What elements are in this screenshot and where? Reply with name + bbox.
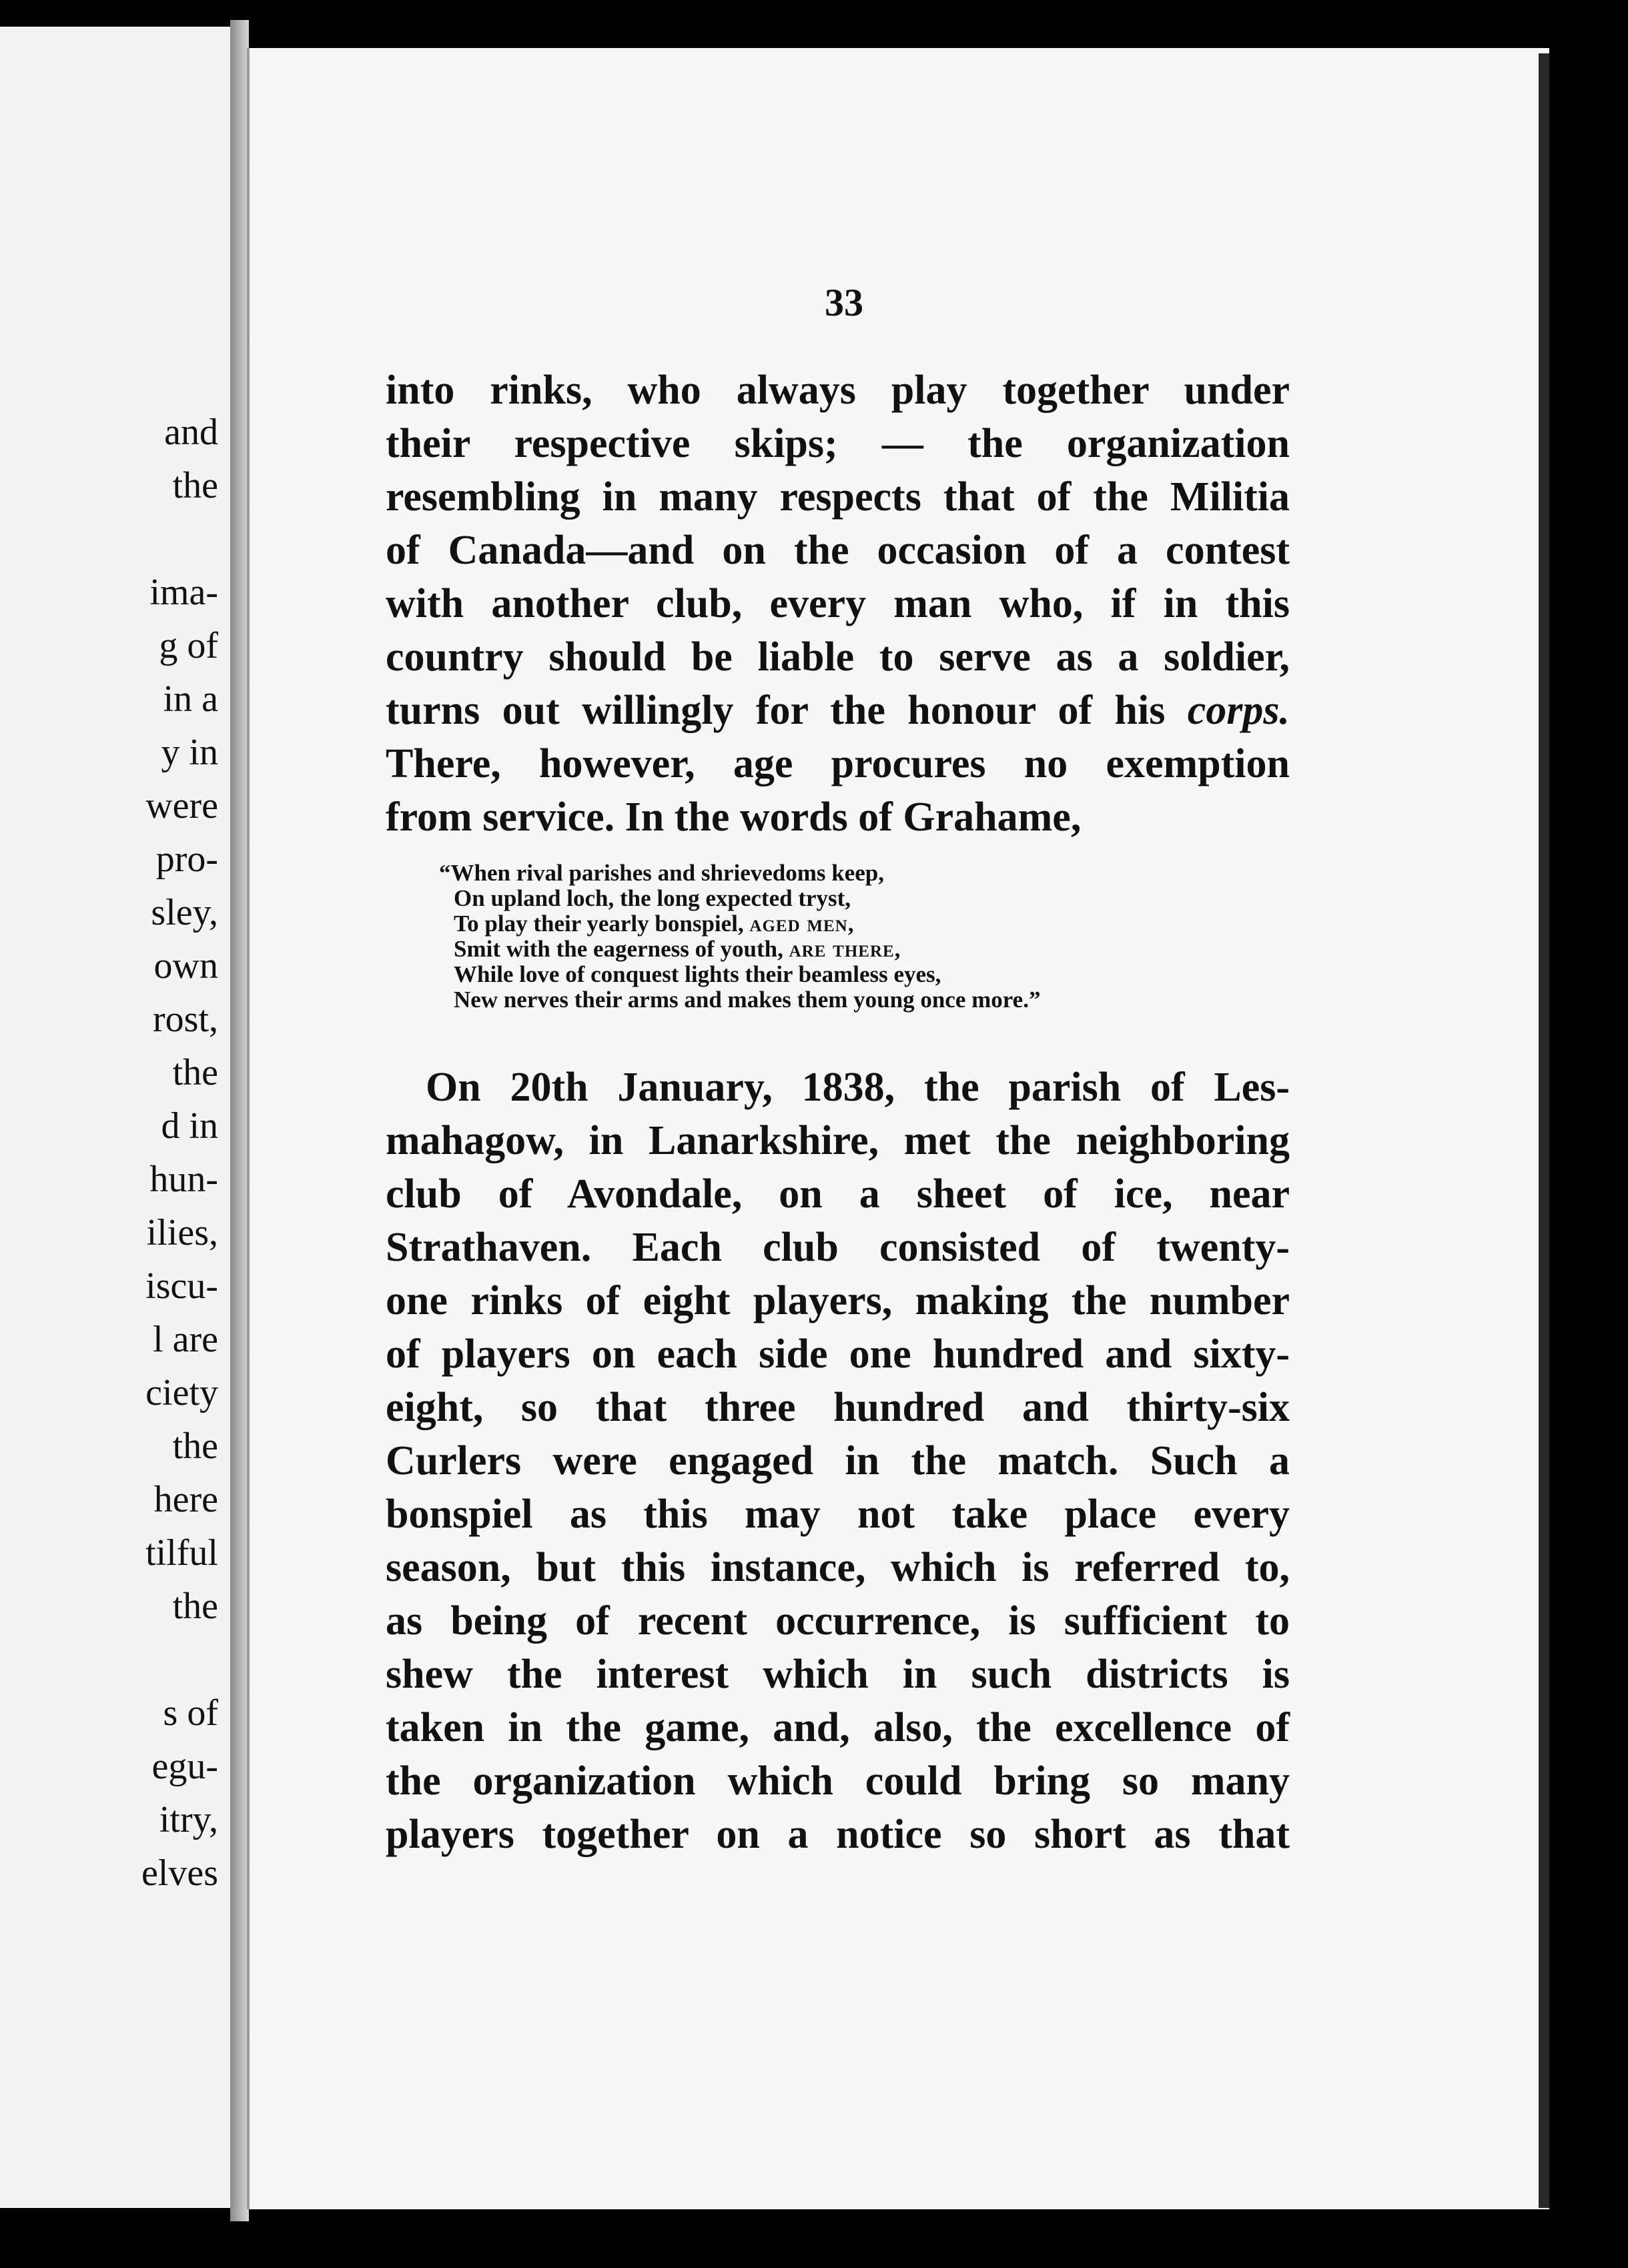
left-fragment: and [164,412,218,453]
page-edge-shadow [1539,53,1549,2208]
text-line: There, however, age procures no exemption [386,741,1290,786]
poem-segment: Smit with the eagerness of youth, [454,936,783,962]
left-fragment: d in [161,1105,218,1147]
left-fragment: elves [141,1852,218,1894]
poem-line: On upland loch, the long expected tryst, [454,885,851,911]
left-fragment: g of [159,625,218,666]
text-line: bonspiel as this may not take place every [386,1492,1290,1537]
left-fragment: the [172,465,218,506]
text-line: their respective skips; — the organization [386,421,1290,466]
text-line: resembling in many respects that of the Militia [386,474,1290,520]
left-fragment: ilies, [146,1212,218,1253]
text-line: of Canada—and on the occasion of a contest [386,528,1290,573]
poem-line: “When rival parishes and shrievedoms keep, [439,860,884,886]
italic-word: corps. [1187,688,1290,733]
left-fragment: hun- [149,1159,218,1200]
paragraph-2 [386,1061,1290,1861]
text-line: taken in the game, and, also, the excellence of [386,1705,1290,1750]
left-fragment: here [153,1479,218,1520]
text-line-with-italic [386,684,1290,737]
left-fragment: tilful [145,1532,218,1574]
left-fragment: the [172,1586,218,1627]
paragraph-1 [386,364,1290,844]
poem-segment: To play their yearly bonspiel, [454,911,744,937]
book-gutter [230,20,249,2221]
text-line: country should be liable to serve as a soldier, [386,634,1290,680]
left-fragment: s of [163,1692,218,1734]
text-line: eight, so that three hundred and thirty-six [386,1385,1290,1430]
poem-line: New nerves their arms and makes them young once more.” [454,987,1041,1013]
text-line: mahagow, in Lanarkshire, met the neighboring [386,1118,1290,1163]
poem-line: While love of conquest lights their beamless eyes, [454,961,941,987]
text-line: season, but this instance, which is referred to, [386,1545,1290,1590]
left-fragment: pro- [155,838,218,880]
text-line: players together on a notice so short as that [386,1812,1290,1857]
page-number: 33 [825,281,863,324]
left-facing-page [0,27,234,2208]
poem-line [454,937,1254,962]
small-caps-phrase: are there, [789,936,901,962]
text-line: from service. In the words of Grahame, [386,794,1082,840]
left-fragment: rost, [153,999,218,1040]
poem-line [454,911,1254,937]
left-fragment: egu- [151,1746,218,1787]
left-fragment [141,512,218,566]
left-fragment: ima- [149,572,218,613]
text-line: club of Avondale, on a sheet of ice, near [386,1171,1290,1217]
text-line: one rinks of eight players, making the number [386,1278,1290,1323]
text-line: of players on each side one hundred and sixty- [386,1331,1290,1377]
left-fragment: y in [161,732,218,773]
text-segment: turns out willingly for the honour of his [386,688,1166,733]
text-line: with another club, every man who, if in this [386,581,1290,626]
left-page-text-fragments [141,406,218,1900]
left-fragment: sley, [151,892,218,933]
left-fragment: l are [153,1319,218,1360]
left-fragment: ciety [145,1372,218,1413]
left-fragment: itry, [159,1799,218,1840]
text-line: On 20th January, 1838, the parish of Les- [426,1065,1290,1110]
left-fragment: iscu- [145,1265,218,1307]
small-caps-phrase: aged men, [749,911,855,937]
poem-quotation [439,860,1254,1013]
text-line: shew the interest which in such districts is [386,1652,1290,1697]
left-fragment: own [153,945,218,987]
text-line: the organization which could bring so many [386,1758,1290,1804]
text-line: Curlers were engaged in the match. Such a [386,1438,1290,1484]
left-fragment: were [145,785,218,826]
text-line: as being of recent occurrence, is sufficient to [386,1598,1290,1644]
text-line: Strathaven. Each club consisted of twenty- [386,1225,1290,1270]
text-line: into rinks, who always play together under [386,368,1290,413]
left-fragment: in a [163,678,218,720]
left-fragment: the [172,1052,218,1093]
left-fragment [141,1633,218,1686]
left-fragment: the [172,1426,218,1467]
